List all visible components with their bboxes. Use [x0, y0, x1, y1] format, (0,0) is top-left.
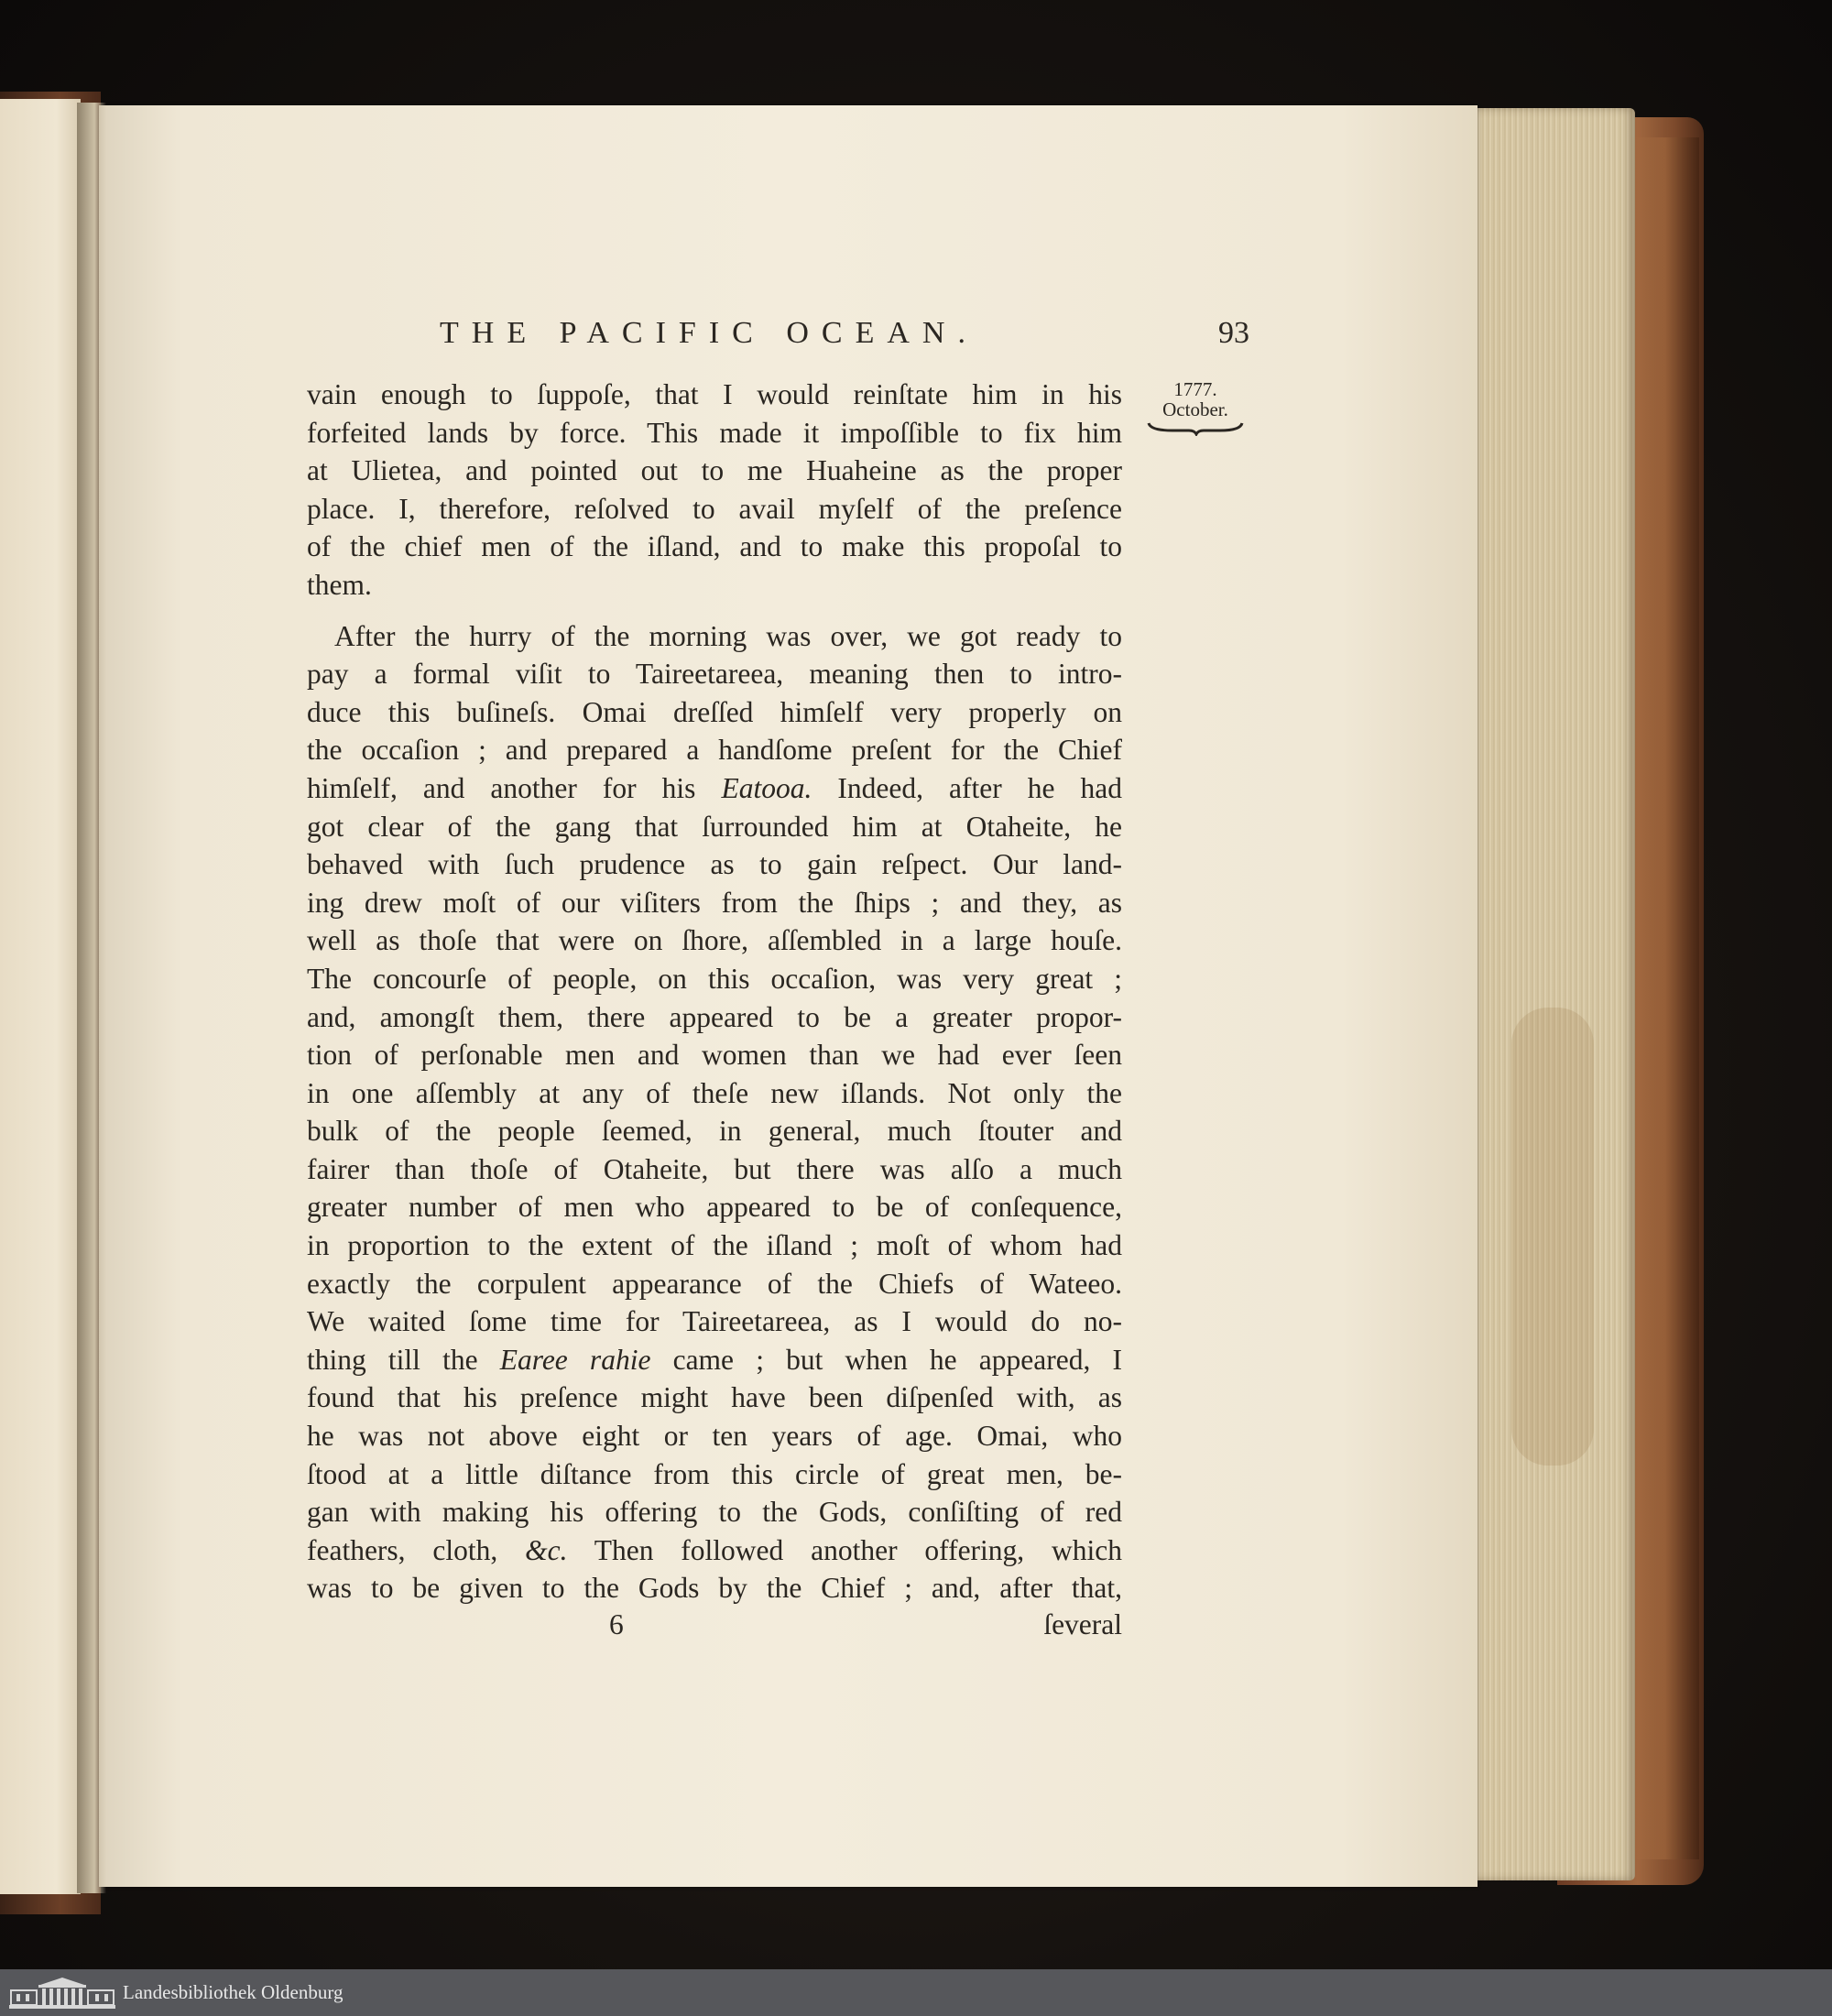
text-line: at Ulietea, and pointed out to me Huaheine as the proper: [307, 454, 1122, 487]
text-segment: himſelf, and another for his: [307, 771, 722, 804]
page-body-text: [307, 376, 1122, 1607]
text-segment: came ; but when he appeared, I: [650, 1343, 1122, 1376]
text-line: behaved with ſuch prudence as to gain reſpect. Our land-: [307, 848, 1122, 881]
text-line: he was not above eight or ten years of age. Omai, who: [307, 1420, 1122, 1453]
text-segment: Indeed, after he had: [812, 771, 1123, 804]
page-foot: [307, 1608, 1122, 1647]
page-fore-edge: [1470, 108, 1635, 1880]
page-gutter-shadow: [77, 103, 106, 1893]
library-building-icon[interactable]: [7, 1976, 117, 2011]
text-line: tion of perſonable men and women than we had ever ſeen: [307, 1039, 1122, 1072]
margin-date-note: [1145, 379, 1246, 436]
sidenote-year: 1777.: [1173, 378, 1217, 400]
text-line: bulk of the people ſeemed, in general, much ſtouter and: [307, 1115, 1122, 1148]
text-line: in proportion to the extent of the iſland ; moſt of whom had: [307, 1229, 1122, 1262]
text-line: greater number of men who appeared to be of conſequence,: [307, 1191, 1122, 1224]
sidenote-month: October.: [1162, 398, 1228, 420]
text-line: was to be given to the Gods by the Chief ; and, after that,: [307, 1572, 1122, 1605]
text-line: gan with making his offering to the Gods, conſiſting of red: [307, 1496, 1122, 1529]
text-line: them.: [307, 568, 372, 601]
cover-edge-highlight: [1630, 137, 1699, 1859]
italic-term: Eatooa.: [721, 771, 812, 804]
text-segment: Then followed another offering, which: [567, 1533, 1122, 1566]
text-line: fairer than thoſe of Otaheite, but there was alſo a much: [307, 1152, 1122, 1185]
text-segment: thing till the: [307, 1343, 500, 1376]
brace-icon: [1145, 421, 1246, 436]
italic-term: Earee rahie: [499, 1343, 651, 1376]
italic-term: &c.: [525, 1533, 568, 1566]
text-line: vain enough to ſuppoſe, that I would reinſtate him in his: [307, 378, 1122, 410]
text-line: [307, 1531, 1122, 1570]
library-footer-bar: [0, 1969, 1832, 2016]
text-line: [307, 769, 1122, 808]
text-line: exactly the corpulent appearance of the Chiefs of Wateeo.: [307, 1267, 1122, 1300]
text-line: [307, 1341, 1122, 1379]
text-line: of the chief men of the iſland, and to make this propoſal to: [307, 530, 1122, 563]
text-line: found that his preſence might have been diſpenſed with, as: [307, 1381, 1122, 1414]
text-line: the occaſion ; and prepared a handſome preſent for the Chief: [307, 734, 1122, 767]
text-line: ing drew moſt of our viſiters from the ſhips ; and they, as: [307, 886, 1122, 919]
text-line: forfeited lands by force. This made it impoſſible to fix him: [307, 416, 1122, 449]
text-line: in one aſſembly at any of theſe new iſlands. Not only the: [307, 1076, 1122, 1109]
text-line: place. I, therefore, reſolved to avail myſelf of the preſence: [307, 492, 1122, 525]
text-line: got clear of the gang that ſurrounded him at Otaheite, he: [307, 810, 1122, 843]
page-number: 93: [1218, 316, 1249, 350]
text-line: The concourſe of people, on this occaſion, was very great ;: [307, 962, 1122, 995]
text-line: We waited ſome time for Taireetareea, as I would do no-: [307, 1305, 1122, 1338]
text-segment: feathers, cloth,: [307, 1533, 526, 1566]
signature-mark: 6: [609, 1608, 624, 1640]
text-line: After the hurry of the morning was over, we got ready to: [334, 619, 1122, 652]
fore-edge-stain: [1511, 1008, 1594, 1466]
paragraph-break: [307, 605, 1122, 617]
text-line: and, amongſt them, there appeared to be a greater propor-: [307, 1000, 1122, 1033]
text-line: duce this buſineſs. Omai dreſſed himſelf very properly on: [307, 695, 1122, 728]
text-line: pay a formal viſit to Taireetareea, meaning then to intro-: [307, 658, 1122, 691]
running-title: THE PACIFIC OCEAN.: [440, 316, 978, 350]
library-name[interactable]: Landesbibliothek Oldenburg: [123, 1981, 344, 2003]
text-line: well as thoſe that were on ſhore, aſſembled in a large houſe.: [307, 924, 1122, 957]
left-page-edge: [0, 99, 81, 1894]
text-line: ſtood at a little diſtance from this circle of great men, be-: [307, 1457, 1122, 1490]
catchword: ſeveral: [1043, 1608, 1122, 1640]
